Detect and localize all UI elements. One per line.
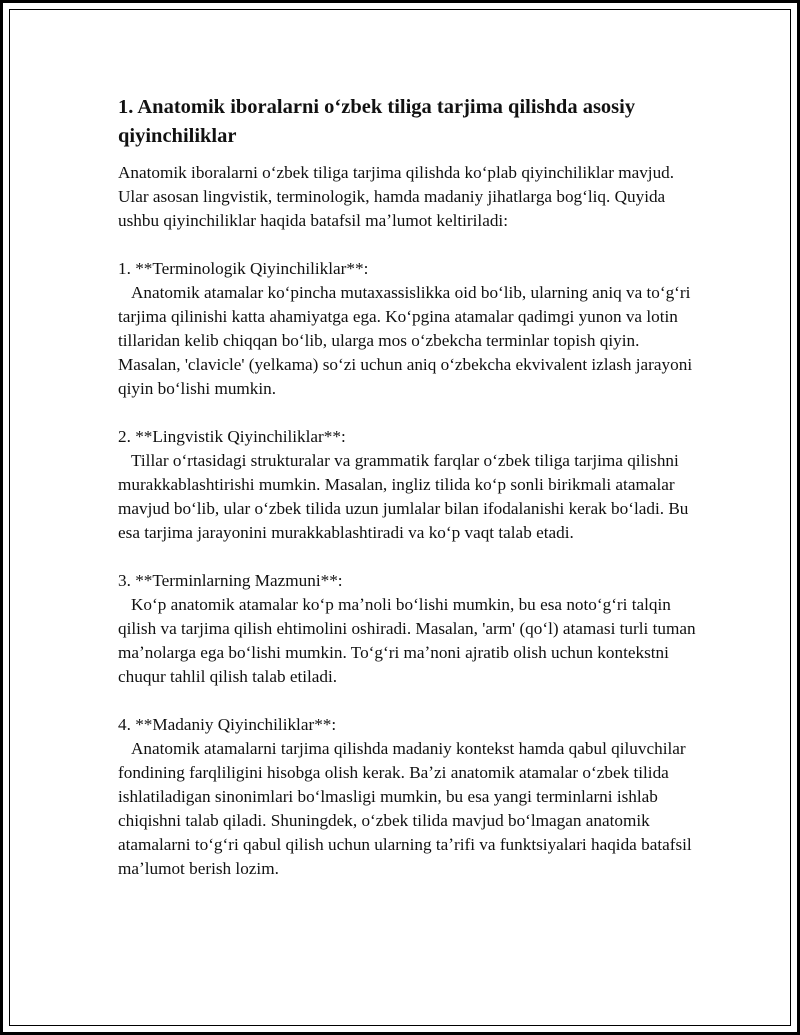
section-body: Anatomik atamalar koʻpincha mutaxassislikka oid boʻlib, ularning aniq va toʻgʻri tarjima qilinishi katta ahamiyatga ega. Koʻpgina atamalar qadimgi yunon va lotin tillaridan kelib chiqqan boʻlib, ularga mos oʻzbekcha terminlar topish qiyin. Masalan, 'clavicle' (yelkama) soʻzi uchun aniq oʻzbekcha ekvivalent izlash jarayoni qiyin boʻlishi mumkin.	[118, 283, 693, 398]
section-body: Koʻp anatomik atamalar koʻp maʼnoli boʻlishi mumkin, bu esa notoʻgʻri talqin qilish va tarjima qilish ehtimolini oshiradi. Masalan, 'arm' (qoʻl) atamasi turli tuman maʼnolarga ega boʻlishi mumkin. Toʻgʻri maʼnoni ajratib olish uchun kontekstni chuqur tahlil qilish talab etiladi.	[118, 595, 696, 686]
section-terminology	[118, 257, 698, 401]
intro-paragraph: Anatomik iboralarni oʻzbek tiliga tarjima qilishda koʻplab qiyinchiliklar mavjud. Ular asosan lingvistik, terminologik, hamda madaniy jihatlarga bogʻliq. Quyida ushbu qiyinchiliklar haqida batafsil maʼlumot keltiriladi:	[118, 163, 675, 230]
section-heading: 2. **Lingvistik Qiyinchiliklar**:	[118, 427, 346, 446]
section-body: Anatomik atamalarni tarjima qilishda madaniy kontekst hamda qabul qiluvchilar fondining farqliligini hisobga olish kerak. Baʼzi anatomik atamalar oʻzbek tilida ishlatiladigan sinonimlari boʻlmasligi mumkin, bu esa yangi terminlarni ishlab chiqishni talab qiladi. Shuningdek, oʻzbek tilida mavjud boʻlmagan anatomik atamalarni toʻgʻri qabul qilish uchun ularning taʼrifi va funktsiyalari haqida batafsil maʼlumot berish lozim.	[118, 739, 692, 878]
section-linguistic	[118, 425, 698, 545]
section-heading: 1. **Terminologik Qiyinchiliklar**:	[118, 259, 369, 278]
section-heading: 4. **Madaniy Qiyinchiliklar**:	[118, 715, 337, 734]
document-content	[118, 93, 698, 881]
section-body: Tillar oʻrtasidagi strukturalar va grammatik farqlar oʻzbek tiliga tarjima qilishni murakkablashtirishi mumkin. Masalan, ingliz tilida koʻp sonli birikmali atamalar mavjud boʻlib, ular oʻzbek tilida uzun jumlalar bilan ifodalanishi kerak boʻladi. Bu esa tarjima jarayonini murakkablashtiradi va koʻp vaqt talab etadi.	[118, 451, 689, 542]
document-title: 1. Anatomik iboralarni oʻzbek tiliga tarjima qilishda asosiy qiyinchiliklar	[118, 96, 636, 147]
section-cultural	[118, 713, 698, 881]
section-term-meaning	[118, 569, 698, 689]
section-heading: 3. **Terminlarning Mazmuni**:	[118, 571, 343, 590]
